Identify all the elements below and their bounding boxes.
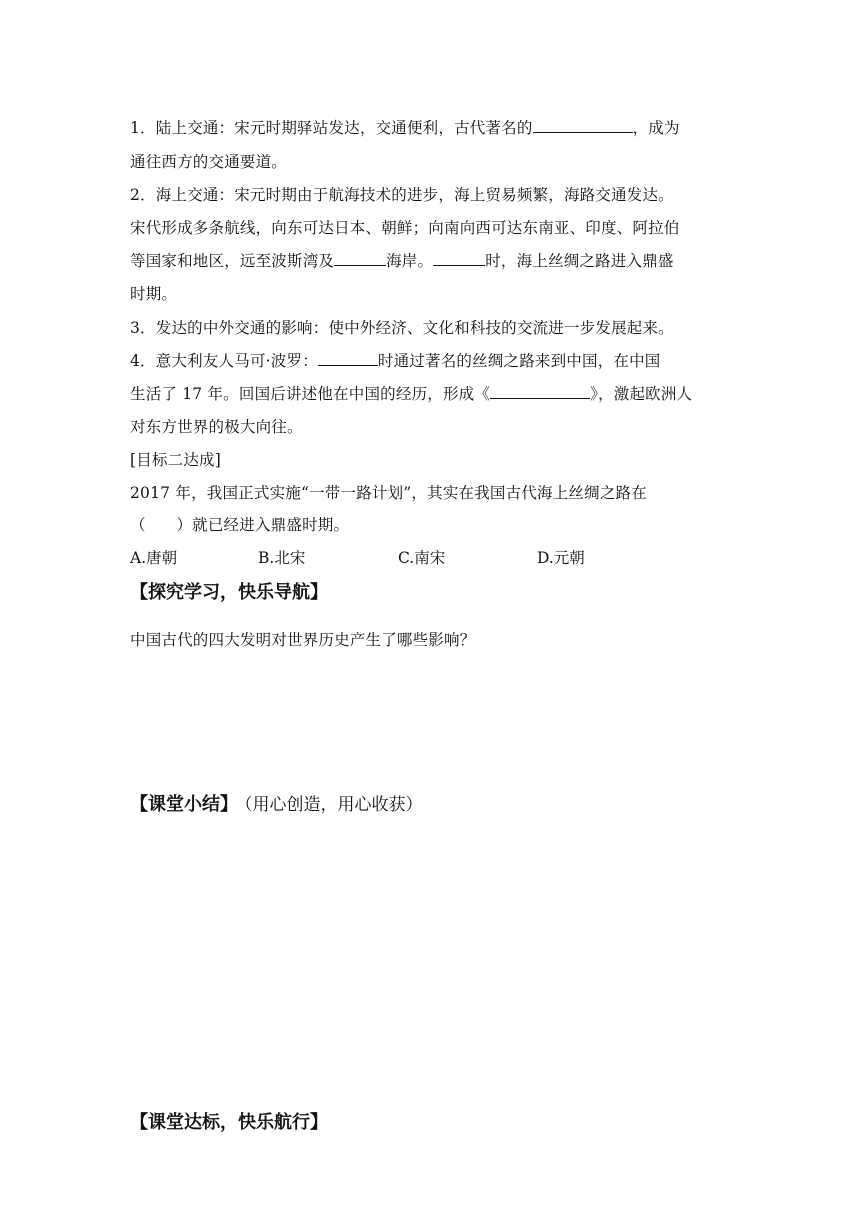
item1-text-b: ，成为 bbox=[632, 119, 680, 137]
item2-text-c: 时，海上丝绸之路进入鼎盛 bbox=[485, 252, 674, 270]
item4-line1 bbox=[130, 351, 661, 371]
fill-blank-dynasty[interactable] bbox=[433, 251, 485, 266]
item1-line1 bbox=[130, 118, 680, 138]
summary-heading-row bbox=[130, 794, 423, 816]
option-b[interactable]: B.北宋 bbox=[258, 549, 306, 567]
item4-line3: 对东方世界的极大向往。 bbox=[130, 418, 303, 436]
option-c[interactable]: C.南宋 bbox=[398, 549, 446, 567]
fill-blank-period[interactable] bbox=[318, 351, 378, 366]
summary-heading: 【课堂小结】 bbox=[130, 794, 238, 815]
item4-text-d: 》，激起欧洲人 bbox=[590, 385, 693, 403]
goal2-heading: [目标二达成] bbox=[130, 451, 221, 469]
item4-text-a: 4．意大利友人马可·波罗： bbox=[130, 352, 318, 370]
item3-line1: 3．发达的中外交通的影响：使中外经济、文化和科技的交流进一步发展起来。 bbox=[130, 319, 674, 337]
item4-text-b: 时通过著名的丝绸之路来到中国，在中国 bbox=[377, 352, 661, 370]
item2-line1: 2．海上交通：宋元时期由于航海技术的进步，海上贸易频繁，海路交通发达。 bbox=[130, 186, 674, 204]
item1-text-a: 1．陆上交通：宋元时期驿站发达，交通便利，古代著名的 bbox=[130, 119, 533, 137]
goal2-question-line1: 2017 年，我国正式实施“一带一路计划”，其实在我国古代海上丝绸之路在 bbox=[130, 484, 647, 502]
option-a[interactable]: A.唐朝 bbox=[130, 549, 178, 567]
item2-text-a: 等国家和地区，远至波斯湾及 bbox=[130, 252, 335, 270]
item2-line2: 宋代形成多条航线，向东可达日本、朝鲜；向南向西可达东南亚、印度、阿拉伯 bbox=[130, 219, 680, 237]
item2-line4: 时期。 bbox=[130, 285, 178, 303]
item4-line2 bbox=[130, 384, 692, 404]
explore-question: 中国古代的四大发明对世界历史产生了哪些影响？ bbox=[130, 631, 476, 649]
fill-blank-route[interactable] bbox=[533, 118, 633, 133]
fill-blank-book[interactable] bbox=[490, 384, 590, 399]
explore-heading: 【探究学习，快乐导航】 bbox=[130, 582, 328, 603]
summary-note: （用心创造，用心收获） bbox=[244, 795, 423, 815]
goal2-question-line2: （ ）就已经进入鼎盛时期。 bbox=[130, 516, 350, 534]
fill-blank-coast[interactable] bbox=[334, 251, 386, 266]
item2-text-b: 海岸。 bbox=[386, 252, 434, 270]
practice-heading: 【课堂达标，快乐航行】 bbox=[130, 1112, 328, 1133]
item2-line3 bbox=[130, 251, 674, 271]
item4-text-c: 生活了 17 年。回国后讲述他在中国的经历，形成《 bbox=[130, 385, 491, 403]
option-d[interactable]: D.元朝 bbox=[537, 549, 585, 567]
item1-line2: 通往西方的交通要道。 bbox=[130, 153, 288, 171]
